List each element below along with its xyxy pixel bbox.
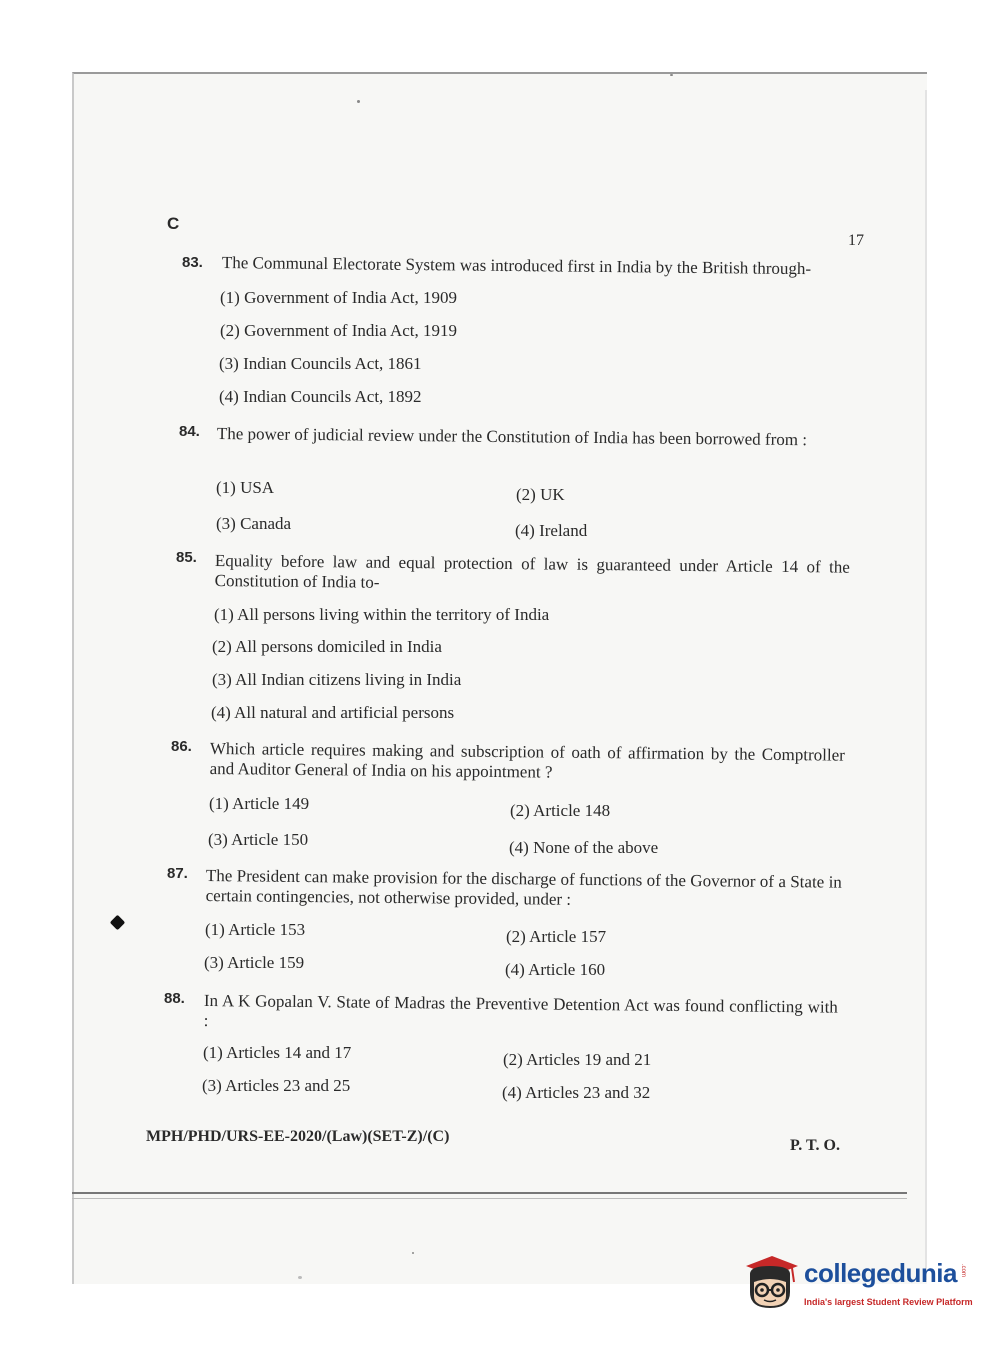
question-number: 85. [176, 549, 197, 566]
option-2: (2) UK [516, 485, 565, 504]
logo-tagline: India's largest Student Review Platform [804, 1297, 973, 1307]
option-2: (2) Article 157 [506, 927, 607, 946]
option-4: (4) None of the above [509, 838, 659, 857]
option-1: (1) All persons living within the territory of India [214, 605, 550, 624]
question-number: 84. [179, 423, 200, 440]
option-1: (1) Articles 14 and 17 [203, 1043, 352, 1062]
question-text: The President can make provision for the discharge of functions of the Governor of a State in certain contingencies, not otherwise provided, under : [205, 866, 842, 909]
bottom-divider-shadow [72, 1198, 907, 1199]
option-4: (4) Articles 23 and 32 [502, 1083, 651, 1102]
question-text: The Communal Electorate System was introduced first in India by the British through- [221, 253, 812, 279]
option-3: (3) Article 150 [208, 830, 309, 849]
question-number: 83. [182, 254, 203, 271]
option-3: (3) Canada [216, 514, 292, 533]
option-3: (3) All Indian citizens living in India [212, 670, 462, 689]
option-1: (1) Article 149 [209, 794, 310, 813]
option-4: (4) Ireland [515, 521, 588, 540]
paper-code: MPH/PHD/URS-EE-2020/(Law)(SET-Z)/(C) [146, 1128, 450, 1145]
option-4: (4) Indian Councils Act, 1892 [219, 387, 422, 406]
pto-label: P. T. O. [790, 1137, 840, 1154]
sheet-edge [925, 90, 927, 1280]
option-1: (1) Article 153 [205, 920, 306, 939]
option-2: (2) Articles 19 and 21 [503, 1050, 652, 1069]
scan-speck [357, 100, 360, 103]
mascot-icon [742, 1252, 798, 1312]
collegedunia-logo[interactable] [742, 1252, 972, 1318]
set-letter: C [167, 214, 180, 233]
question-number: 87. [167, 865, 188, 882]
question-text: Which article requires making and subscription of oath of affirmation by the Comptroller and Auditor General of India on his appointment ? [209, 739, 845, 782]
option-2: (2) All persons domiciled in India [212, 637, 442, 656]
logo-dotcom: .com [960, 1264, 966, 1278]
option-3: (3) Article 159 [204, 953, 305, 972]
option-4: (4) Article 160 [505, 960, 606, 979]
option-2: (2) Government of India Act, 1919 [220, 321, 457, 340]
option-3: (3) Articles 23 and 25 [202, 1076, 351, 1095]
option-1: (1) Government of India Act, 1909 [220, 288, 457, 307]
question-number: 86. [171, 738, 192, 755]
page-number: 17 [848, 232, 864, 249]
option-2: (2) Article 148 [510, 801, 611, 820]
logo-wordmark: collegedunia [804, 1258, 957, 1288]
scan-speck [412, 1252, 414, 1254]
option-4: (4) All natural and artificial persons [211, 703, 455, 722]
question-number: 88. [164, 990, 185, 1007]
option-1: (1) USA [216, 478, 275, 497]
option-3: (3) Indian Councils Act, 1861 [219, 354, 422, 373]
question-text: The power of judicial review under the Constitution of India has been borrowed from : [216, 424, 808, 450]
scan-speck [670, 74, 673, 76]
question-text: Equality before law and equal protection of law is guaranteed under Article 14 of the Constitution of India to- [214, 551, 850, 592]
bottom-divider [72, 1192, 907, 1194]
question-text: In A K Gopalan V. State of Madras the Preventive Detention Act was found conflicting with : [203, 991, 838, 1031]
scan-speck [298, 1276, 302, 1279]
